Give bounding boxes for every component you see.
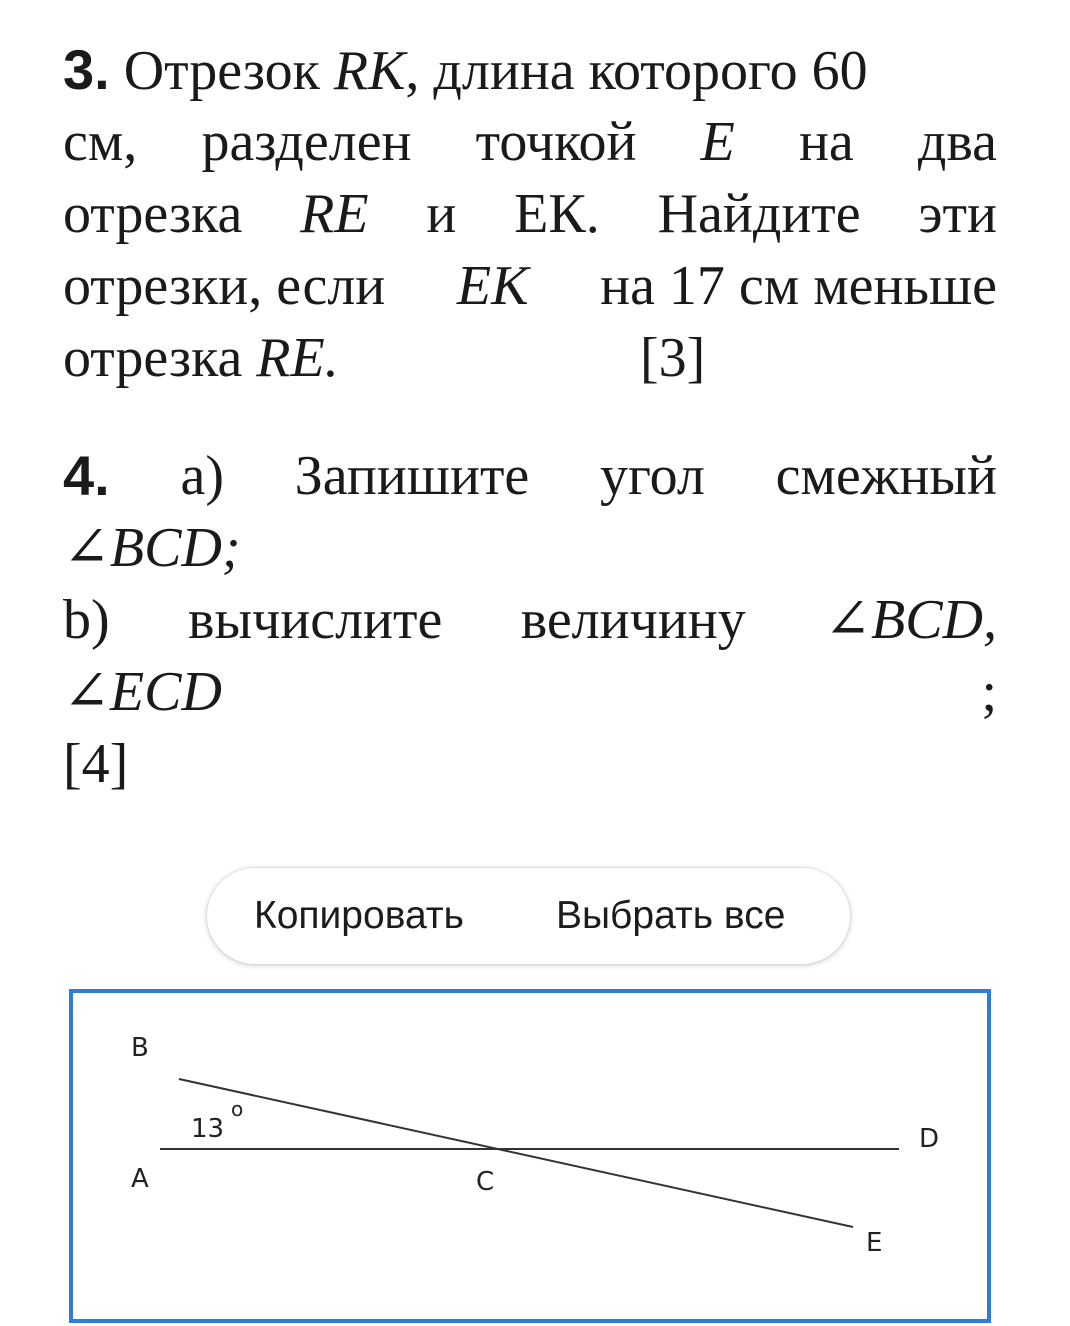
task3-line-3: отрезка RE и ЕК. Найдите эти bbox=[63, 183, 997, 245]
task3-line-2: см, разделен точкой E на два bbox=[63, 111, 997, 173]
label-e: E bbox=[866, 1228, 883, 1258]
task4-line-1: 4. а) Запишите угол смежный bbox=[63, 441, 997, 511]
task4-number: 4. bbox=[63, 444, 110, 507]
text-selection-toolbar bbox=[207, 868, 850, 964]
copy-button[interactable]: Копировать bbox=[254, 894, 464, 937]
label-degree: o bbox=[231, 1097, 244, 1121]
task4-points: [4] bbox=[63, 733, 129, 795]
label-angle-value: 13 bbox=[191, 1114, 225, 1144]
figure-drawing bbox=[73, 993, 987, 1319]
line-be bbox=[179, 1079, 853, 1227]
task3-line-1: 3. Отрезок RK, длина которого 60 bbox=[63, 38, 868, 102]
task3-line-4: отрезки, если EK на 17 см меньше bbox=[63, 255, 997, 317]
task3-points: [3] bbox=[640, 327, 706, 389]
task3-line-5: отрезка RE. [3] bbox=[63, 323, 997, 393]
geometry-figure bbox=[69, 989, 991, 1323]
task3-number: 3. bbox=[63, 38, 110, 101]
task4-line-4: ∠ECD ; bbox=[63, 661, 997, 723]
label-c: C bbox=[476, 1167, 495, 1197]
select-all-button[interactable]: Выбрать все bbox=[556, 894, 786, 937]
task4-line-3: b) вычислите величину ∠BCD, bbox=[63, 589, 997, 651]
label-d: D bbox=[919, 1124, 940, 1154]
task4-line-2: ∠BCD; bbox=[63, 517, 241, 579]
label-b: B bbox=[131, 1033, 149, 1063]
label-a: A bbox=[131, 1164, 149, 1194]
